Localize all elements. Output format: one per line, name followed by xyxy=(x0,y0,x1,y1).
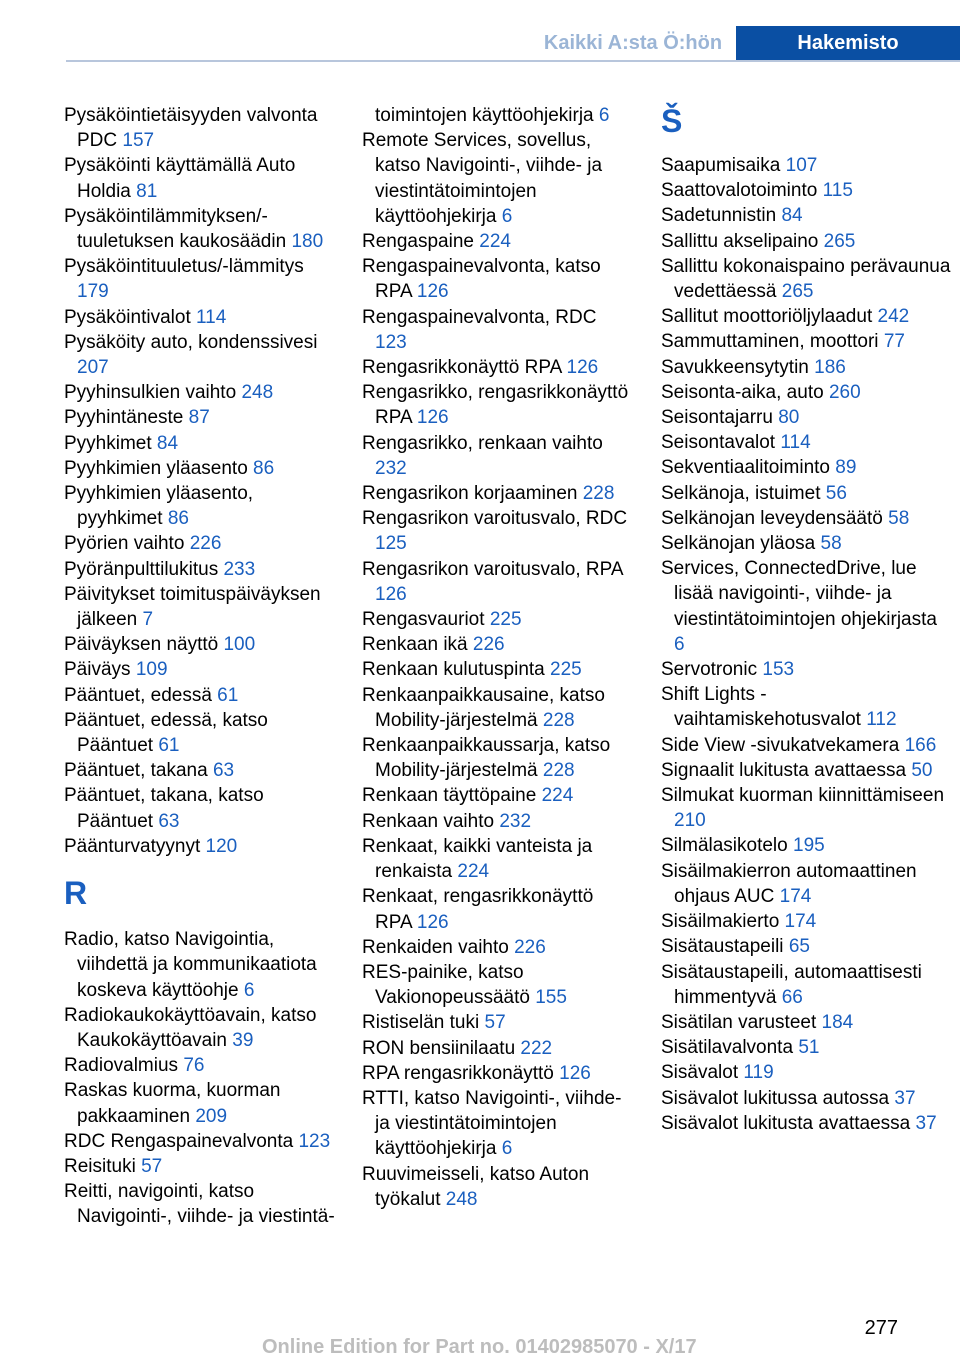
index-entry-term: Sekventiaalitoiminto xyxy=(661,457,830,479)
index-entry xyxy=(661,657,951,682)
index-entry xyxy=(362,431,632,481)
index-entry xyxy=(64,1078,336,1128)
index-entry-term: Selkänoja, istuimet xyxy=(661,482,821,504)
index-page-link[interactable]: 228 xyxy=(542,709,575,731)
index-entry-term: Pyöränpulttilukitus xyxy=(64,558,219,580)
index-entry xyxy=(64,657,336,682)
index-page-link[interactable]: 155 xyxy=(535,987,567,1009)
index-entry-term: Selkänojan leveydensäätö xyxy=(661,507,883,529)
index-page-link[interactable]: 157 xyxy=(122,130,155,152)
index-entry xyxy=(661,355,951,380)
index-entry-term: RON bensiinilaatu xyxy=(362,1037,516,1059)
index-entry xyxy=(661,229,951,254)
index-page-link[interactable]: 77 xyxy=(883,331,905,353)
index-entry xyxy=(362,884,632,934)
index-entry-term: Päivitykset toimituspäiväyksen jälkeen xyxy=(64,583,321,631)
index-entry-term: Sisätaustapeili, automaattisesti himmentyvä xyxy=(661,961,922,1008)
index-entry-term: Rengasrikon korjaaminen xyxy=(362,483,578,505)
index-entry xyxy=(64,582,336,632)
index-page-link[interactable]: 228 xyxy=(542,760,575,782)
index-entry-term: Rengasrikkonäyttö RPA xyxy=(362,357,562,379)
index-entry xyxy=(661,733,951,758)
index-entry-term: Rengasrikon varoitusvalo, RDC xyxy=(362,508,628,530)
index-entry xyxy=(362,607,632,632)
index-entry xyxy=(661,1035,951,1060)
index-entry xyxy=(661,682,951,732)
index-page-link[interactable]: 37 xyxy=(915,1112,937,1134)
index-page-link[interactable]: 115 xyxy=(822,180,853,202)
index-page-link[interactable]: 224 xyxy=(541,785,574,807)
index-entry-term: Pääntuet, takana, katso Pääntuet xyxy=(64,785,264,832)
index-entry-term: Sallittu kokonaispaino perävaunua vedettäessä xyxy=(661,255,951,303)
index-entry xyxy=(362,733,632,783)
index-entry-term: Renkaan täyttöpaine xyxy=(362,785,537,807)
index-entry xyxy=(661,531,951,556)
section-tab[interactable]: Kaikki A:sta Ö:hön xyxy=(543,32,723,54)
index-page-link[interactable]: 174 xyxy=(779,885,812,907)
index-page-link[interactable]: 126 xyxy=(416,911,449,933)
index-entry xyxy=(64,254,336,304)
index-entry xyxy=(661,153,951,178)
index-entry xyxy=(362,229,632,254)
index-page-link[interactable]: 112 xyxy=(866,709,897,731)
index-entry xyxy=(362,128,632,229)
index-page-link[interactable]: 61 xyxy=(217,684,239,706)
index-entry-term: Saattovalotoiminto xyxy=(661,180,818,202)
index-tab[interactable]: Hakemisto xyxy=(736,26,960,62)
index-page-link[interactable]: 109 xyxy=(135,659,168,681)
index-page-link[interactable]: 57 xyxy=(484,1012,506,1034)
index-entry-term: Reisituki xyxy=(64,1155,136,1177)
index-entry xyxy=(362,960,632,1010)
index-page-link[interactable]: 57 xyxy=(141,1155,163,1177)
index-page-link[interactable]: 89 xyxy=(835,457,857,479)
index-entry-term: RPA rengasrikkonäyttö xyxy=(362,1062,554,1084)
index-page-link[interactable]: 66 xyxy=(781,986,803,1008)
index-entry xyxy=(661,859,951,909)
index-entry-term: Servotronic xyxy=(661,659,758,681)
index-entry xyxy=(661,254,951,304)
index-page-link[interactable]: 123 xyxy=(375,331,407,353)
index-entry xyxy=(661,960,951,1010)
index-entry-term: Sisävalot lukitussa autossa xyxy=(661,1087,890,1109)
index-page-link[interactable]: 80 xyxy=(778,407,800,429)
index-column-3 xyxy=(661,103,951,1136)
index-entry xyxy=(362,632,632,657)
index-entry-term: Rengaspainevalvonta, RDC xyxy=(362,306,597,328)
index-entry xyxy=(661,481,951,506)
index-entry xyxy=(362,506,632,556)
index-entry xyxy=(661,1010,951,1035)
index-entry-term: Rengasvauriot xyxy=(362,609,485,631)
index-page-link[interactable]: 126 xyxy=(559,1062,591,1084)
index-entry-term: Renkaat, kaikki vanteista ja renkaista xyxy=(362,835,593,883)
index-page-link[interactable]: 232 xyxy=(499,810,532,832)
index-page-link[interactable]: 58 xyxy=(820,533,842,555)
index-entry xyxy=(362,783,632,808)
index-page-link[interactable]: 56 xyxy=(825,482,847,504)
index-entry xyxy=(64,153,336,203)
index-page-link[interactable]: 6 xyxy=(598,105,610,126)
index-entry xyxy=(64,758,336,783)
index-entry xyxy=(64,431,336,456)
index-entry xyxy=(362,254,632,304)
index-entry-term: Pysäköintietäisyyden valvonta PDC xyxy=(64,105,318,152)
index-entry-term: RDC Rengaspainevalvonta xyxy=(64,1130,294,1152)
index-entry-term: Renkaan vaihto xyxy=(362,810,495,832)
index-page-link[interactable]: 61 xyxy=(158,735,180,757)
index-entry-term: Pääntuet, edessä, katso Pääntuet xyxy=(64,709,268,757)
index-entry-term: Rengasrikon varoitusvalo, RPA xyxy=(362,558,623,580)
index-entry xyxy=(661,909,951,934)
index-entry xyxy=(661,304,951,329)
index-entry xyxy=(64,405,336,430)
index-page-link[interactable]: 265 xyxy=(823,230,856,252)
index-entry xyxy=(362,1061,632,1086)
index-entry xyxy=(661,783,951,833)
header-rule xyxy=(66,60,960,62)
index-letter-heading: Š xyxy=(661,103,683,139)
index-page-link[interactable]: 233 xyxy=(223,558,256,580)
index-page-link[interactable]: 107 xyxy=(785,155,818,176)
index-entry-term: Silmälasikotelo xyxy=(661,835,788,857)
index-entry xyxy=(64,305,336,330)
index-page-link[interactable]: 37 xyxy=(894,1087,916,1109)
page-header xyxy=(0,0,960,62)
index-entry xyxy=(661,506,951,531)
index-page-link[interactable]: 126 xyxy=(416,407,449,429)
index-entry xyxy=(362,1162,632,1212)
index-entry-term: Rengaspaine xyxy=(362,231,474,253)
index-entry-term: Selkänojan yläosa xyxy=(661,533,816,555)
index-entry-term: Päiväyksen näyttö xyxy=(64,634,219,656)
index-entry-term: toimintojen käyttöohjekirja xyxy=(375,105,594,126)
index-page-link[interactable]: 248 xyxy=(445,1188,478,1210)
index-page-link[interactable]: 63 xyxy=(158,810,180,832)
footer-edition-text: Online Edition for Part no. 01402985070 - X/17 xyxy=(262,1336,697,1358)
index-entry-term: Pyyhkimien yläasento xyxy=(64,457,248,479)
index-page-link[interactable]: 51 xyxy=(798,1037,820,1059)
index-entry-term: Päänturvatyynyt xyxy=(64,835,201,857)
index-entry xyxy=(64,204,336,254)
index-page-link[interactable]: 6 xyxy=(501,1138,513,1160)
index-entry-term: Renkaan ikä xyxy=(362,634,468,656)
index-entry xyxy=(64,1003,336,1053)
index-page-link[interactable]: 153 xyxy=(762,659,795,681)
index-page-link[interactable]: 225 xyxy=(550,659,582,681)
index-entry-term: Remote Services, sovellus, katso Navigointi-, viihde- ja viestintätoimintojen käyttöohjekirja xyxy=(362,130,603,227)
index-page-link[interactable]: 179 xyxy=(77,281,109,303)
index-entry-term: Shift Lights -vaihtamiskehotusvalot xyxy=(661,684,861,731)
index-entry xyxy=(661,203,951,228)
index-page-link[interactable]: 180 xyxy=(291,231,324,253)
index-page-link[interactable]: 87 xyxy=(188,407,210,429)
index-entry xyxy=(64,1053,336,1078)
index-entry xyxy=(64,531,336,556)
index-entry-term: Radio, katso Navigointia, viihdettä ja kommunikaatiota koskeva käyttöohje xyxy=(64,929,317,1001)
index-entry xyxy=(362,103,632,128)
index-entry-term: Pyyhkimet xyxy=(64,432,152,454)
index-entry-term: Sisätilan varusteet xyxy=(661,1011,817,1033)
index-page-link[interactable]: 114 xyxy=(196,306,227,328)
index-entry xyxy=(362,305,632,355)
index-page-link[interactable]: 225 xyxy=(489,609,522,631)
index-entry-term: Seisontavalot xyxy=(661,432,776,454)
index-entry xyxy=(64,103,336,153)
index-entry xyxy=(362,481,632,506)
index-entry-term: Radiovalmius xyxy=(64,1055,179,1077)
index-entry xyxy=(661,178,951,203)
index-entry-term: Rengasrikko, renkaan vaihto xyxy=(362,432,603,454)
index-page-link[interactable]: 226 xyxy=(189,533,222,555)
index-entry-term: Ristiselän tuki xyxy=(362,1012,480,1034)
index-entry xyxy=(661,455,951,480)
index-page-link[interactable]: 248 xyxy=(241,382,274,404)
index-entry xyxy=(64,1179,336,1229)
index-page-link[interactable]: 186 xyxy=(814,356,846,378)
index-entry xyxy=(64,1154,336,1179)
index-entry-term: Pysäköinti käyttämällä Auto Holdia xyxy=(64,155,296,202)
index-entry-term: Renkaan kulutuspinta xyxy=(362,659,545,681)
index-entry-term: Pyörien vaihto xyxy=(64,533,185,555)
index-entry xyxy=(661,934,951,959)
index-entry xyxy=(64,557,336,582)
index-entry xyxy=(64,456,336,481)
index-page-link[interactable]: 174 xyxy=(784,911,817,933)
index-entry-term: Signaalit lukitusta avattaessa xyxy=(661,759,907,781)
index-entry xyxy=(661,430,951,455)
index-entry xyxy=(362,355,632,380)
index-entry-term: Renkaiden vaihto xyxy=(362,936,509,958)
index-entry xyxy=(64,1129,336,1154)
index-page-link[interactable]: 84 xyxy=(781,205,803,227)
index-page-link[interactable]: 166 xyxy=(904,734,937,756)
index-entry-term: Savukkeensytytin xyxy=(661,356,809,378)
index-page-link[interactable]: 226 xyxy=(514,936,546,958)
index-page-link[interactable]: 126 xyxy=(416,281,449,303)
index-entry xyxy=(661,833,951,858)
index-column-1 xyxy=(64,103,336,1230)
index-entry-term: Pyyhinsulkien vaihto xyxy=(64,382,237,404)
index-entry xyxy=(362,935,632,960)
index-entry-term: Sallittu akselipaino xyxy=(661,230,819,252)
index-page-link[interactable]: 224 xyxy=(457,861,490,883)
index-entry xyxy=(661,380,951,405)
index-entry xyxy=(661,1111,951,1136)
index-page-link[interactable]: 84 xyxy=(156,432,179,454)
index-entry xyxy=(362,557,632,607)
index-entry-term: Pyyhintäneste xyxy=(64,407,184,429)
index-entry xyxy=(64,330,336,380)
index-column-2 xyxy=(362,103,632,1212)
index-entry-term: Pysäköintivalot xyxy=(64,306,191,328)
index-entry-term: Side View -sivukatvekamera xyxy=(661,734,900,756)
index-entry-term: Renkaat, rengasrikkonäyttö RPA xyxy=(362,886,594,933)
index-letter-heading: R xyxy=(64,875,88,912)
index-entry xyxy=(362,657,632,682)
index-page-link[interactable]: 86 xyxy=(167,508,189,530)
index-entry xyxy=(64,380,336,405)
index-entry-term: Sisäilmakierto xyxy=(661,911,780,933)
index-entry-term: Silmukat kuorman kiinnittämiseen xyxy=(661,785,945,807)
index-page-link[interactable]: 126 xyxy=(566,357,599,379)
index-entry-term: Services, ConnectedDrive, lue lisää navigointi-, viihde- ja viestintätoimintojen ohjekirjasta xyxy=(661,558,937,630)
index-page-link[interactable]: 6 xyxy=(674,633,685,655)
index-entry-term: Sisävalot lukitusta avattaessa xyxy=(661,1112,911,1134)
index-entry-term: Sadetunnistin xyxy=(661,205,777,227)
index-page-link[interactable]: 39 xyxy=(232,1029,254,1051)
index-entry xyxy=(64,708,336,758)
index-entry-term: Seisontajarru xyxy=(661,407,773,429)
index-page-link[interactable]: 265 xyxy=(781,281,814,303)
index-page-link[interactable]: 58 xyxy=(888,507,910,529)
index-entry-term: Sallitut moottoriöljylaadut xyxy=(661,306,873,328)
index-page-link[interactable]: 123 xyxy=(298,1130,331,1152)
index-page-link[interactable]: 7 xyxy=(142,609,154,631)
index-entry xyxy=(661,405,951,430)
index-entry xyxy=(362,1010,632,1035)
index-entry-term: Päiväys xyxy=(64,659,131,681)
index-entry-term: Sammuttaminen, moottori xyxy=(661,331,879,353)
index-page-link[interactable]: 232 xyxy=(375,457,407,479)
index-entry xyxy=(64,927,336,1003)
index-entry-term: Rengasrikko, rengasrikkonäyttö RPA xyxy=(362,382,629,429)
index-entry-term: Ruuvimeisseli, katso Auton työkalut xyxy=(362,1163,590,1210)
index-entry-term: Reitti, navigointi, katso Navigointi-, viihde- ja viestintä- xyxy=(64,1181,335,1228)
index-entry xyxy=(362,809,632,834)
index-entry xyxy=(362,1036,632,1061)
index-entry-term: Rengaspainevalvonta, katso RPA xyxy=(362,256,601,303)
index-entry-term: RES-painike, katso Vakionopeussäätö xyxy=(362,961,530,1009)
index-entry-term: RTTI, katso Navigointi-, viihde- ja viestintätoimintojen käyttöohjekirja xyxy=(362,1087,622,1160)
index-entry xyxy=(661,1086,951,1111)
index-entry xyxy=(362,1086,632,1162)
index-entry xyxy=(64,481,336,531)
index-entry-term: Sisävalot xyxy=(661,1062,739,1084)
index-page-link[interactable]: 184 xyxy=(821,1011,854,1033)
index-entry-term: Pysäköity auto, kondenssivesi xyxy=(64,331,318,353)
index-entry-term: Pyyhkimien yläasento, pyyhkimet xyxy=(64,483,254,530)
index-entry-term: Sisäilmakierron automaattinen ohjaus AUC xyxy=(661,860,917,907)
index-entry xyxy=(661,556,951,657)
index-entry xyxy=(64,834,336,859)
index-entry-term: Renkaanpaikkausaine, katso Mobility-järjestelmä xyxy=(362,684,605,731)
index-page-link[interactable]: 6 xyxy=(243,979,255,1001)
page-number: 277 xyxy=(864,1317,898,1339)
index-page-link[interactable]: 50 xyxy=(911,759,933,781)
index-entry xyxy=(362,683,632,733)
index-page-link[interactable]: 86 xyxy=(253,457,275,479)
index-page-link[interactable]: 6 xyxy=(501,205,513,227)
index-page-link[interactable]: 226 xyxy=(472,634,505,656)
index-page-link[interactable]: 114 xyxy=(780,432,811,454)
index-entry-term: Saapumisaika xyxy=(661,155,781,176)
index-page-link[interactable]: 242 xyxy=(877,306,910,328)
index-entry-term: Renkaanpaikkaussarja, katso Mobility-järjestelmä xyxy=(362,735,611,782)
index-entry xyxy=(661,1060,951,1085)
index-entry xyxy=(64,683,336,708)
index-entry-term: Pääntuet, takana xyxy=(64,760,208,782)
index-entry xyxy=(362,834,632,884)
index-page-link[interactable]: 63 xyxy=(212,760,235,782)
index-page-link[interactable]: 119 xyxy=(743,1062,774,1084)
index-entry xyxy=(64,783,336,833)
index-entry xyxy=(661,329,951,354)
index-page-link[interactable]: 207 xyxy=(77,357,109,379)
index-page-link[interactable]: 100 xyxy=(223,634,256,656)
index-page-link[interactable]: 210 xyxy=(674,810,706,832)
index-entry-term: Seisonta-aika, auto xyxy=(661,381,824,403)
index-entry-term: Sisätilavalvonta xyxy=(661,1037,794,1059)
index-entry xyxy=(362,380,632,430)
index-entry-term: Raskas kuorma, kuorman pakkaaminen xyxy=(64,1080,281,1127)
index-page-link[interactable]: 120 xyxy=(205,835,238,857)
index-entry-term: Pysäköintilämmityksen/-tuuletuksen kaukosäädin xyxy=(64,205,287,253)
index-page-link[interactable]: 81 xyxy=(136,180,158,202)
index-entry-term: Sisätaustapeili xyxy=(661,936,784,958)
index-page-link[interactable]: 260 xyxy=(828,381,861,403)
index-page-link[interactable]: 222 xyxy=(520,1037,553,1059)
index-page-link[interactable]: 126 xyxy=(375,583,407,605)
index-page-link[interactable]: 209 xyxy=(195,1105,228,1127)
index-entry-term: Pysäköintituuletus/-lämmitys xyxy=(64,256,304,278)
index-page-link[interactable]: 195 xyxy=(793,835,825,857)
index-page-link[interactable]: 65 xyxy=(788,936,810,958)
index-entry-term: Pääntuet, edessä xyxy=(64,684,212,706)
index-entry xyxy=(64,632,336,657)
index-page-link[interactable]: 125 xyxy=(375,533,407,555)
index-page-link[interactable]: 228 xyxy=(582,483,615,505)
index-entry xyxy=(661,758,951,783)
index-entry-term: Radiokaukokäyttöavain, katso Kaukokäyttöavain xyxy=(64,1004,317,1051)
index-page-link[interactable]: 76 xyxy=(183,1055,205,1077)
index-page-link[interactable]: 224 xyxy=(479,231,511,253)
